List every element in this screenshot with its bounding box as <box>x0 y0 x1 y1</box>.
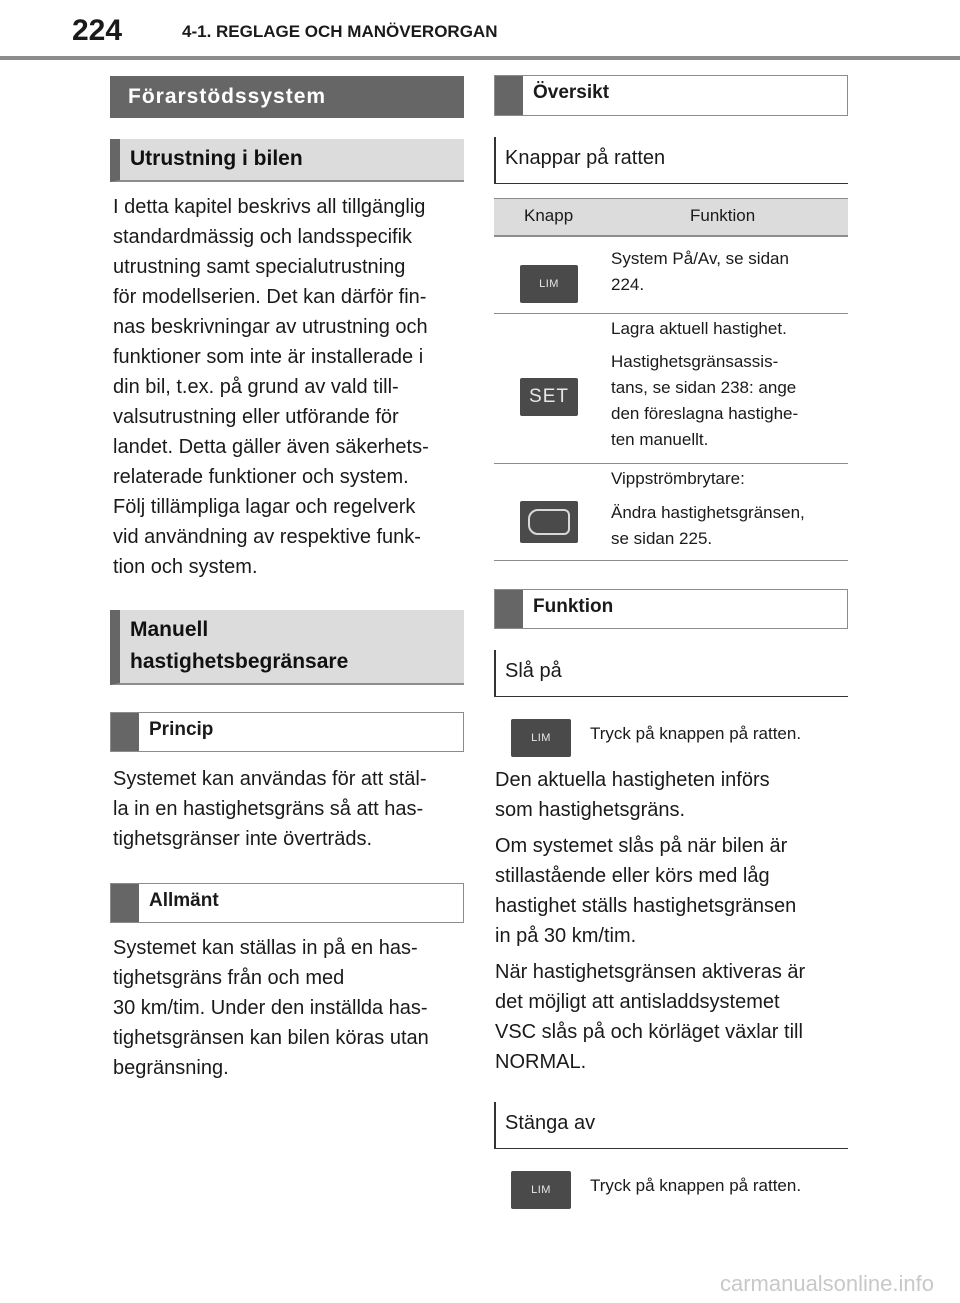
text-line: tion och system. <box>113 556 258 578</box>
heading-marker <box>495 590 523 628</box>
text-line: VSC slås på och körläget växlar till <box>495 1021 803 1043</box>
text-line: som hastighetsgräns. <box>495 799 686 821</box>
text-line: System På/Av, se sidan <box>611 249 789 268</box>
equipment-heading: Utrustning i bilen <box>110 139 464 182</box>
text-line: din bil, t.ex. på grund av vald till- <box>113 376 399 398</box>
watermark: carmanualsonline.info <box>719 1271 934 1296</box>
text-line: vid användning av respektive funk- <box>113 526 421 548</box>
text-line: se sidan 225. <box>611 529 713 548</box>
chapter-title: 4-1. REGLAGE OCH MANÖVERORGAN <box>182 22 498 41</box>
text-line: Om systemet slås på när bilen är <box>495 835 788 857</box>
text-line: När hastighetsgränsen aktiveras är <box>495 961 806 983</box>
set-button-icon: SET <box>520 378 578 416</box>
switch-on-subheading: Slå på <box>494 650 848 697</box>
page-number: 224 <box>72 14 123 47</box>
equipment-paragraph <box>113 192 473 582</box>
column-header-button: Knapp <box>524 206 574 225</box>
text-line: Vippströmbrytare: <box>611 469 745 488</box>
text-line: Ändra hastighetsgränsen, <box>611 503 805 522</box>
text-line: 224. <box>611 275 645 294</box>
text-line: 30 km/tim. Under den inställda has- <box>113 997 428 1019</box>
text-line: det möjligt att antisladdsystemet <box>495 991 780 1013</box>
function-heading <box>494 589 848 629</box>
row3-function <box>611 466 847 552</box>
table-row-divider <box>494 560 848 561</box>
heading-marker <box>495 76 523 115</box>
text-line: tighetsgränser inte överträds. <box>113 828 373 850</box>
table-row-divider <box>494 463 848 464</box>
general-paragraph <box>113 933 473 1083</box>
text-line: Lagra aktuell hastighet. <box>611 319 787 338</box>
overview-heading-label: Översikt <box>533 82 610 103</box>
table-row-divider <box>494 313 848 314</box>
text-line: Systemet kan användas för att stäl- <box>113 768 427 790</box>
principle-heading-label: Princip <box>149 719 214 740</box>
lim-button-icon: LIM <box>511 1171 571 1209</box>
text-line: landet. Detta gäller även säkerhets- <box>113 436 429 458</box>
function-heading-label: Funktion <box>533 596 614 617</box>
text-line: funktioner som inte är installerade i <box>113 346 424 368</box>
lim-button-icon: LIM <box>520 265 578 303</box>
text-line: valsutrustning eller utförande för <box>113 406 399 428</box>
text-line: stillastående eller körs med låg <box>495 865 770 887</box>
overview-heading <box>494 75 848 116</box>
text-line: Den aktuella hastigheten införs <box>495 769 770 791</box>
text-line: nas beskrivningar av utrustning och <box>113 316 428 338</box>
table-header <box>494 198 848 237</box>
lim-button-icon: LIM <box>511 719 571 757</box>
text-line: Systemet kan ställas in på en has- <box>113 937 418 959</box>
rocker-switch-icon <box>520 501 578 543</box>
switch-on-instruction: Tryck på knappen på ratten. <box>590 724 802 743</box>
principle-paragraph <box>113 764 473 854</box>
general-heading <box>110 883 464 923</box>
text-line: relaterade funktioner och system. <box>113 466 409 488</box>
column-header-function: Funktion <box>690 206 756 225</box>
text-line: tighetsgränsen kan bilen köras utan <box>113 1027 429 1049</box>
row2-function <box>611 316 847 453</box>
switch-off-instruction: Tryck på knappen på ratten. <box>590 1176 802 1195</box>
text-line: la in en hastighetsgräns så att has- <box>113 798 424 820</box>
general-heading-label: Allmänt <box>149 890 219 911</box>
section-title: Förarstödssystem <box>110 76 464 118</box>
header-divider <box>0 56 960 60</box>
heading-marker <box>111 713 139 751</box>
text-line: standardmässig och landsspecifik <box>113 226 413 248</box>
limiter-heading <box>110 610 464 685</box>
text-line: tighetsgräns från och med <box>113 967 345 989</box>
buttons-subheading: Knappar på ratten <box>494 137 848 184</box>
text-line: ten manuellt. <box>611 430 709 449</box>
text-line: hastighet ställs hastighetsgränsen <box>495 895 797 917</box>
heading-marker <box>111 884 139 922</box>
text-line: den föreslagna hastighe- <box>611 404 799 423</box>
text-line: I detta kapitel beskrivs all tillgänglig <box>113 196 426 218</box>
row1-function <box>611 246 847 298</box>
text-line: utrustning samt specialutrustning <box>113 256 406 278</box>
text-line: in på 30 km/tim. <box>495 925 637 947</box>
text-line: för modellserien. Det kan därför fin- <box>113 286 427 308</box>
switch-off-subheading: Stänga av <box>494 1102 848 1149</box>
switch-on-paragraph <box>495 765 855 1077</box>
text-line: NORMAL. <box>495 1051 587 1073</box>
limiter-heading-line: hastighetsbegränsare <box>130 650 349 673</box>
text-line: begränsning. <box>113 1057 229 1079</box>
text-line: tans, se sidan 238: ange <box>611 378 797 397</box>
text-line: Följ tillämpliga lagar och regelverk <box>113 496 416 518</box>
text-line: Hastighetsgränsassis- <box>611 352 779 371</box>
limiter-heading-line: Manuell <box>130 618 209 641</box>
principle-heading <box>110 712 464 752</box>
